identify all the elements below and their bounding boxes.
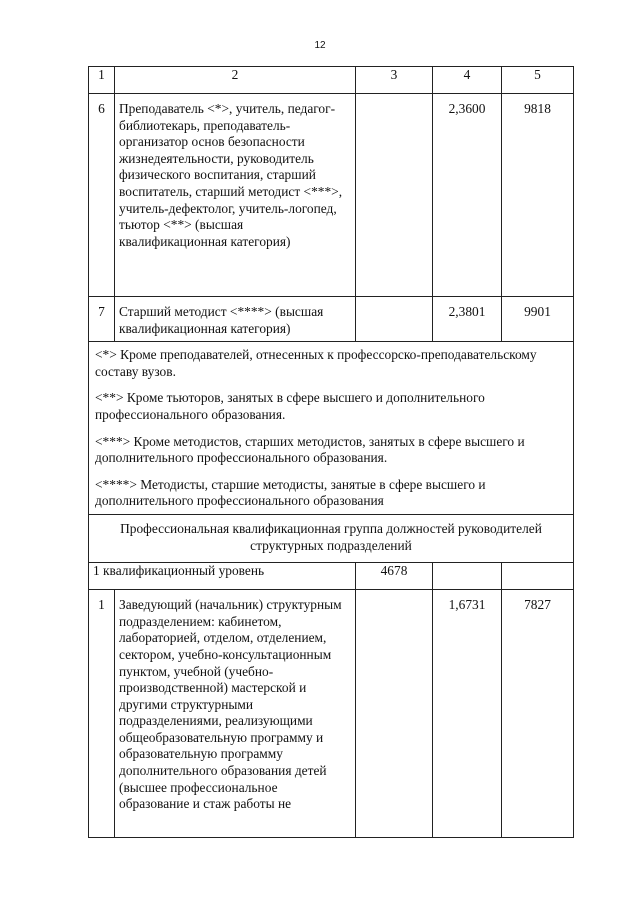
level-base-salary: 4678	[356, 563, 433, 590]
header-cell: 3	[356, 67, 433, 94]
base-salary-cell	[356, 590, 433, 838]
table-row	[89, 94, 574, 297]
row-number: 6	[89, 94, 115, 297]
salary-cell: 7827	[502, 590, 574, 838]
coefficient-cell: 1,6731	[433, 590, 502, 838]
table-row	[89, 590, 574, 838]
empty-cell	[433, 563, 502, 590]
position-name: Заведующий (начальник) структурным подразделением: кабинетом, лабораторией, отделом, отделением, сектором, учебно-консультационным пунктом, учебной (учебно-производственной) мастерской и другими структурными подразделениями, реализующими общеобразовательную программу и образовательную программу дополнительного образования детей (высшее профессиональное образование и стаж работы не	[115, 590, 356, 838]
position-name: Преподаватель <*>, учитель, педагог-библиотекарь, преподаватель-организатор основ безопасности жизнедеятельности, руководитель физического воспитания, старший воспитатель, старший методист <***>, учитель-дефектолог, учитель-логопед, тьютор <**> (высшая квалификационная категория)	[115, 94, 356, 297]
header-cell: 4	[433, 67, 502, 94]
footnotes	[89, 342, 574, 515]
level-row	[89, 563, 574, 590]
salary-cell: 9901	[502, 297, 574, 342]
base-salary-cell	[356, 94, 433, 297]
position-name: Старший методист <****> (высшая квалификационная категория)	[115, 297, 356, 342]
row-number: 1	[89, 590, 115, 838]
salary-cell: 9818	[502, 94, 574, 297]
level-label: 1 квалификационный уровень	[89, 563, 356, 590]
footnote: <*> Кроме преподавателей, отнесенных к профессорско-преподавательскому составу вузов.	[95, 347, 537, 379]
group-title: Профессиональная квалификационная группа должностей руководителей структурных подразделений	[89, 514, 574, 562]
header-cell: 5	[502, 67, 574, 94]
empty-cell	[502, 563, 574, 590]
page-number: 12	[314, 40, 326, 51]
footnote: <****> Методисты, старшие методисты, занятые в сфере высшего и дополнительного профессионального образования	[95, 476, 486, 509]
table-header-row	[89, 67, 574, 94]
header-cell: 1	[89, 67, 115, 94]
base-salary-cell	[356, 297, 433, 342]
footnote: <***> Кроме методистов, старших методистов, занятых в сфере высшего и дополнительного профессионального образования.	[95, 433, 525, 466]
group-row	[89, 514, 574, 562]
salary-table	[88, 66, 574, 838]
header-cell: 2	[115, 67, 356, 94]
row-number: 7	[89, 297, 115, 342]
notes-row	[89, 342, 574, 515]
coefficient-cell: 2,3801	[433, 297, 502, 342]
coefficient-cell: 2,3600	[433, 94, 502, 297]
footnote: <**> Кроме тьюторов, занятых в сфере высшего и дополнительного профессионального образования.	[95, 390, 485, 422]
table-row	[89, 297, 574, 342]
